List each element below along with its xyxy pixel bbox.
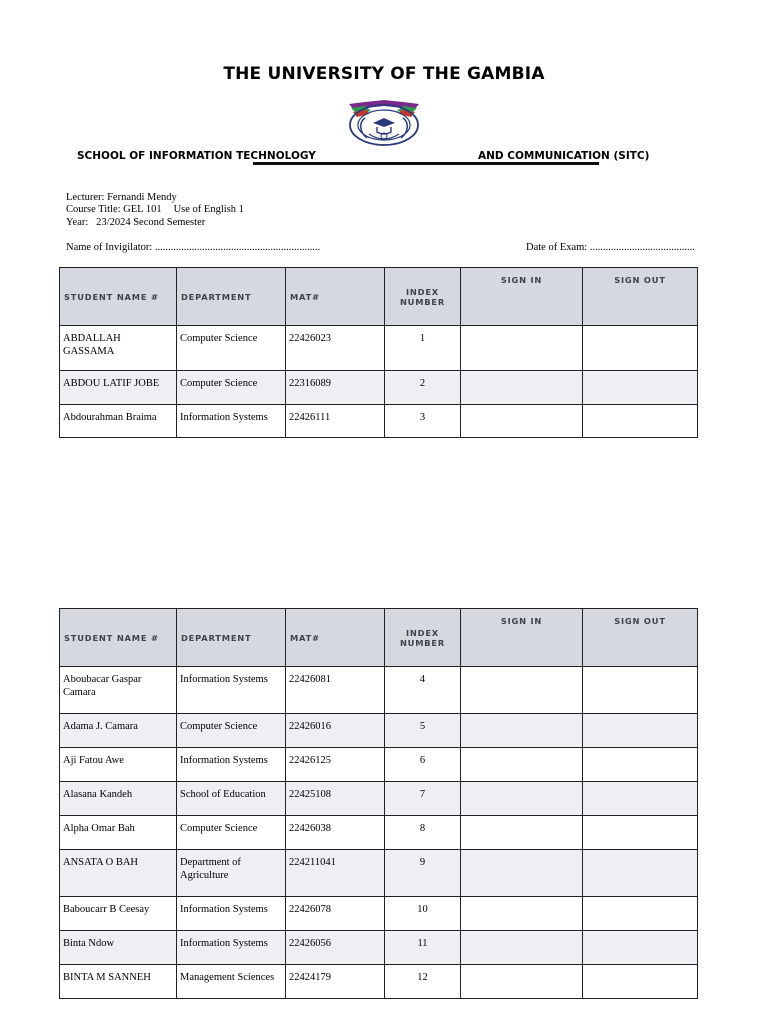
- sign-out-cell[interactable]: [583, 714, 698, 748]
- department-cell: School of Education: [177, 782, 286, 816]
- sign-out-cell[interactable]: [583, 667, 698, 714]
- mat-number-cell: 22426111: [286, 405, 385, 438]
- index-number-cell: 5: [385, 714, 461, 748]
- column-header-department: DEPARTMENT: [177, 268, 286, 326]
- sign-in-cell[interactable]: [461, 748, 583, 782]
- index-number-cell: 3: [385, 405, 461, 438]
- mat-number-cell: 22426016: [286, 714, 385, 748]
- index-number-cell: 7: [385, 782, 461, 816]
- column-header-mat: MAT#: [286, 268, 385, 326]
- mat-number-cell: 22425108: [286, 782, 385, 816]
- index-number-cell: 12: [385, 965, 461, 999]
- sign-out-cell[interactable]: [583, 931, 698, 965]
- sign-out-cell[interactable]: [583, 897, 698, 931]
- column-header-index-number: INDEX NUMBER: [385, 609, 461, 667]
- mat-number-cell: 22426023: [286, 326, 385, 371]
- lecturer-line: Lecturer: Fernandi Mendy: [66, 192, 177, 203]
- index-number-cell: 1: [385, 326, 461, 371]
- sign-in-cell[interactable]: [461, 667, 583, 714]
- department-cell: Information Systems: [177, 931, 286, 965]
- student-name-cell: Aji Fatou Awe: [60, 748, 177, 782]
- department-cell: Computer Science: [177, 371, 286, 405]
- table-row: [60, 667, 698, 714]
- column-header-sign-out: SIGN OUT: [583, 609, 698, 667]
- header-divider: [253, 162, 599, 165]
- sign-in-cell[interactable]: [461, 714, 583, 748]
- student-name-cell: Abdourahman Braima: [60, 405, 177, 438]
- department-cell: Computer Science: [177, 816, 286, 850]
- school-name-left: SCHOOL OF INFORMATION TECHNOLOGY: [77, 150, 316, 162]
- student-name-cell: Binta Ndow: [60, 931, 177, 965]
- student-name-cell: ABDALLAH GASSAMA: [60, 326, 177, 371]
- table-row: [60, 931, 698, 965]
- university-crest-icon: [343, 96, 425, 150]
- mat-number-cell: 224211041: [286, 850, 385, 897]
- sign-in-cell[interactable]: [461, 782, 583, 816]
- invigilator-line: Name of Invigilator: ...............................................................: [66, 242, 321, 253]
- column-header-mat: MAT#: [286, 609, 385, 667]
- table-row: [60, 897, 698, 931]
- mat-number-cell: 22424179: [286, 965, 385, 999]
- department-cell: Department of Agriculture: [177, 850, 286, 897]
- attendance-table: [59, 608, 698, 999]
- mat-number-cell: 22426078: [286, 897, 385, 931]
- sign-out-cell[interactable]: [583, 371, 698, 405]
- table-row: [60, 748, 698, 782]
- mat-number-cell: 22426125: [286, 748, 385, 782]
- table-row: [60, 405, 698, 438]
- student-name-cell: Aboubacar Gaspar Camara: [60, 667, 177, 714]
- student-name-cell: Alpha Omar Bah: [60, 816, 177, 850]
- mat-number-cell: 22426081: [286, 667, 385, 714]
- department-cell: Information Systems: [177, 667, 286, 714]
- sign-in-cell[interactable]: [461, 931, 583, 965]
- table-header-row: [60, 609, 698, 667]
- column-header-student-name: STUDENT NAME #: [60, 609, 177, 667]
- table-row: [60, 782, 698, 816]
- sign-out-cell[interactable]: [583, 326, 698, 371]
- course-title-name: Use of English 1: [173, 204, 244, 215]
- table-row: [60, 816, 698, 850]
- column-header-index-number: INDEX NUMBER: [385, 268, 461, 326]
- department-cell: Information Systems: [177, 748, 286, 782]
- student-name-cell: Adama J. Camara: [60, 714, 177, 748]
- table-row: [60, 850, 698, 897]
- sign-in-cell[interactable]: [461, 816, 583, 850]
- page-title: THE UNIVERSITY OF THE GAMBIA: [223, 64, 545, 84]
- student-name-cell: ANSATA O BAH: [60, 850, 177, 897]
- department-cell: Information Systems: [177, 897, 286, 931]
- sign-in-cell[interactable]: [461, 897, 583, 931]
- sign-in-cell[interactable]: [461, 850, 583, 897]
- course-title-line: [66, 204, 244, 217]
- column-header-sign-out: SIGN OUT: [583, 268, 698, 326]
- sign-in-cell[interactable]: [461, 371, 583, 405]
- mat-number-cell: 22426038: [286, 816, 385, 850]
- index-number-cell: 10: [385, 897, 461, 931]
- mat-number-cell: 22316089: [286, 371, 385, 405]
- index-number-cell: 9: [385, 850, 461, 897]
- index-number-cell: 2: [385, 371, 461, 405]
- sign-in-cell[interactable]: [461, 326, 583, 371]
- sign-out-cell[interactable]: [583, 748, 698, 782]
- column-header-sign-in: SIGN IN: [461, 268, 583, 326]
- department-cell: Computer Science: [177, 714, 286, 748]
- sign-out-cell[interactable]: [583, 782, 698, 816]
- column-header-department: DEPARTMENT: [177, 609, 286, 667]
- mat-number-cell: 22426056: [286, 931, 385, 965]
- index-number-cell: 11: [385, 931, 461, 965]
- year-value: 23/2024 Second Semester: [96, 217, 206, 228]
- department-cell: Information Systems: [177, 405, 286, 438]
- table-row: [60, 371, 698, 405]
- student-name-cell: ABDOU LATIF JOBE: [60, 371, 177, 405]
- table-row: [60, 326, 698, 371]
- year-label: Year:: [66, 217, 89, 228]
- column-header-student-name: STUDENT NAME #: [60, 268, 177, 326]
- student-name-cell: Alasana Kandeh: [60, 782, 177, 816]
- index-number-cell: 4: [385, 667, 461, 714]
- exam-date-line: Date of Exam: ........................................: [526, 242, 695, 253]
- sign-out-cell[interactable]: [583, 816, 698, 850]
- table-header-row: [60, 268, 698, 326]
- table-row: [60, 965, 698, 999]
- sign-out-cell[interactable]: [583, 405, 698, 438]
- column-header-sign-in: SIGN IN: [461, 609, 583, 667]
- sign-out-cell[interactable]: [583, 965, 698, 999]
- attendance-table: [59, 267, 698, 438]
- year-line: [66, 217, 205, 230]
- sign-in-cell[interactable]: [461, 405, 583, 438]
- student-name-cell: BINTA M SANNEH: [60, 965, 177, 999]
- index-number-cell: 6: [385, 748, 461, 782]
- school-name-right: AND COMMUNICATION (SITC): [478, 150, 650, 162]
- department-cell: Computer Science: [177, 326, 286, 371]
- sign-in-cell[interactable]: [461, 965, 583, 999]
- student-name-cell: Baboucarr B Ceesay: [60, 897, 177, 931]
- course-title-label: Course Title: GEL 101: [66, 204, 162, 215]
- department-cell: Management Sciences: [177, 965, 286, 999]
- table-row: [60, 714, 698, 748]
- index-number-cell: 8: [385, 816, 461, 850]
- sign-out-cell[interactable]: [583, 850, 698, 897]
